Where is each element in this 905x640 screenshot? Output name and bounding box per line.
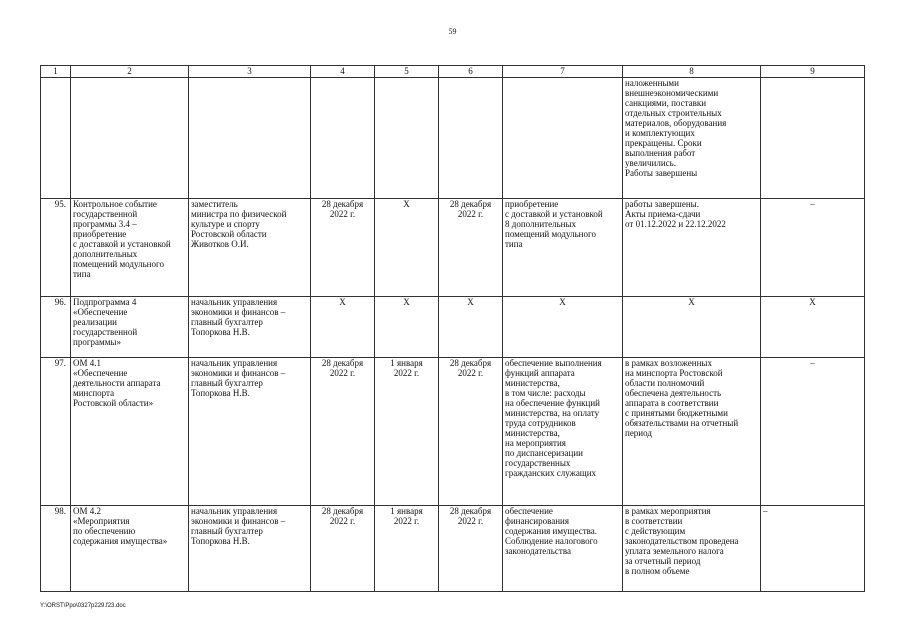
row-number bbox=[41, 78, 71, 199]
file-path-footer: Y:\ORST\Ppo\0327p229.f23.doc bbox=[40, 603, 126, 609]
actual-start-date: X bbox=[375, 199, 439, 297]
deviation-reasons: – bbox=[761, 358, 865, 506]
actual-start-date bbox=[375, 78, 439, 199]
column-header: 8 bbox=[623, 66, 761, 78]
column-header: 5 bbox=[375, 66, 439, 78]
column-header: 3 bbox=[189, 66, 311, 78]
row-number: 96. bbox=[41, 297, 71, 358]
deviation-reasons: X bbox=[761, 297, 865, 358]
column-header: 1 bbox=[41, 66, 71, 78]
planned-result: обеспечение выполнения функций аппарата министерства, в том числе: расходы на обеспечение функций министерства, на оплату труда сотрудников министерства, на мероприятия по диспансеризации государственных гражданских служащих bbox=[503, 358, 623, 506]
table-row-96 bbox=[41, 297, 865, 358]
planned-end-date: X bbox=[311, 297, 375, 358]
row-number: 98. bbox=[41, 506, 71, 592]
actual-result: X bbox=[623, 297, 761, 358]
table-row-continuation bbox=[41, 78, 865, 199]
event-name: Подпрограмма 4 «Обеспечение реализации государственной программы» bbox=[71, 297, 189, 358]
event-name bbox=[71, 78, 189, 199]
actual-result: в рамках мероприятия в соответствии с действующим законодательством проведена уплата земельного налога за отчетный период в полном объеме bbox=[623, 506, 761, 592]
actual-end-date: 28 декабря 2022 г. bbox=[439, 358, 503, 506]
actual-result: в рамках возложенных на минспорта Ростовской области полномочий обеспечена деятельность аппарата в соответствии с принятыми бюджетными обязательствами на отчетный период bbox=[623, 358, 761, 506]
responsible-person bbox=[189, 78, 311, 199]
planned-end-date: 28 декабря 2022 г. bbox=[311, 358, 375, 506]
deviation-reasons: – bbox=[761, 199, 865, 297]
row-number: 97. bbox=[41, 358, 71, 506]
actual-start-date: X bbox=[375, 297, 439, 358]
event-name: Контрольное событие государственной программы 3.4 – приобретение с доставкой и установкой дополнительных помещений модульного типа bbox=[71, 199, 189, 297]
actual-end-date: X bbox=[439, 297, 503, 358]
planned-result: обеспечение финансирования содержания имущества. Соблюдение налогового законодательства bbox=[503, 506, 623, 592]
planned-end-date: 28 декабря 2022 г. bbox=[311, 199, 375, 297]
column-header: 6 bbox=[439, 66, 503, 78]
actual-result: работы завершены. Акты приема-сдачи от 01.12.2022 и 22.12.2022 bbox=[623, 199, 761, 297]
actual-end-date: 28 декабря 2022 г. bbox=[439, 199, 503, 297]
responsible-person: начальник управления экономики и финансов – главный бухгалтер Топоркова Н.В. bbox=[189, 506, 311, 592]
page-number: 59 bbox=[448, 27, 457, 36]
deviation-reasons: – bbox=[761, 506, 865, 592]
actual-end-date: 28 декабря 2022 г. bbox=[439, 506, 503, 592]
column-header: 4 bbox=[311, 66, 375, 78]
table-row-97 bbox=[41, 358, 865, 506]
planned-result: X bbox=[503, 297, 623, 358]
column-header: 9 bbox=[761, 66, 865, 78]
responsible-person: начальник управления экономики и финансов – главный бухгалтер Топоркова Н.В. bbox=[189, 297, 311, 358]
report-table bbox=[40, 65, 865, 592]
column-number-row bbox=[41, 66, 865, 78]
event-name: ОМ 4.1 «Обеспечение деятельности аппарата минспорта Ростовской области» bbox=[71, 358, 189, 506]
responsible-person: заместитель министра по физической культуре и спорту Ростовской области Животков О.И. bbox=[189, 199, 311, 297]
event-name: ОМ 4.2 «Мероприятия по обеспечению содержания имущества» bbox=[71, 506, 189, 592]
responsible-person: начальник управления экономики и финансов – главный бухгалтер Топоркова Н.В. bbox=[189, 358, 311, 506]
planned-result: приобретение с доставкой и установкой 8 дополнительных помещений модульного типа bbox=[503, 199, 623, 297]
actual-result: наложенными внешнеэкономическими санкциями, поставки отдельных строительных материалов, оборудования и комплектующих прекращены. Сроки выполнения работ увеличились. Работы завершены bbox=[623, 78, 761, 199]
actual-start-date: 1 января 2022 г. bbox=[375, 358, 439, 506]
planned-result bbox=[503, 78, 623, 199]
actual-start-date: 1 января 2022 г. bbox=[375, 506, 439, 592]
table-row-98 bbox=[41, 506, 865, 592]
planned-end-date: 28 декабря 2022 г. bbox=[311, 506, 375, 592]
planned-end-date bbox=[311, 78, 375, 199]
deviation-reasons bbox=[761, 78, 865, 199]
column-header: 2 bbox=[71, 66, 189, 78]
actual-end-date bbox=[439, 78, 503, 199]
column-header: 7 bbox=[503, 66, 623, 78]
table-row-95 bbox=[41, 199, 865, 297]
row-number: 95. bbox=[41, 199, 71, 297]
